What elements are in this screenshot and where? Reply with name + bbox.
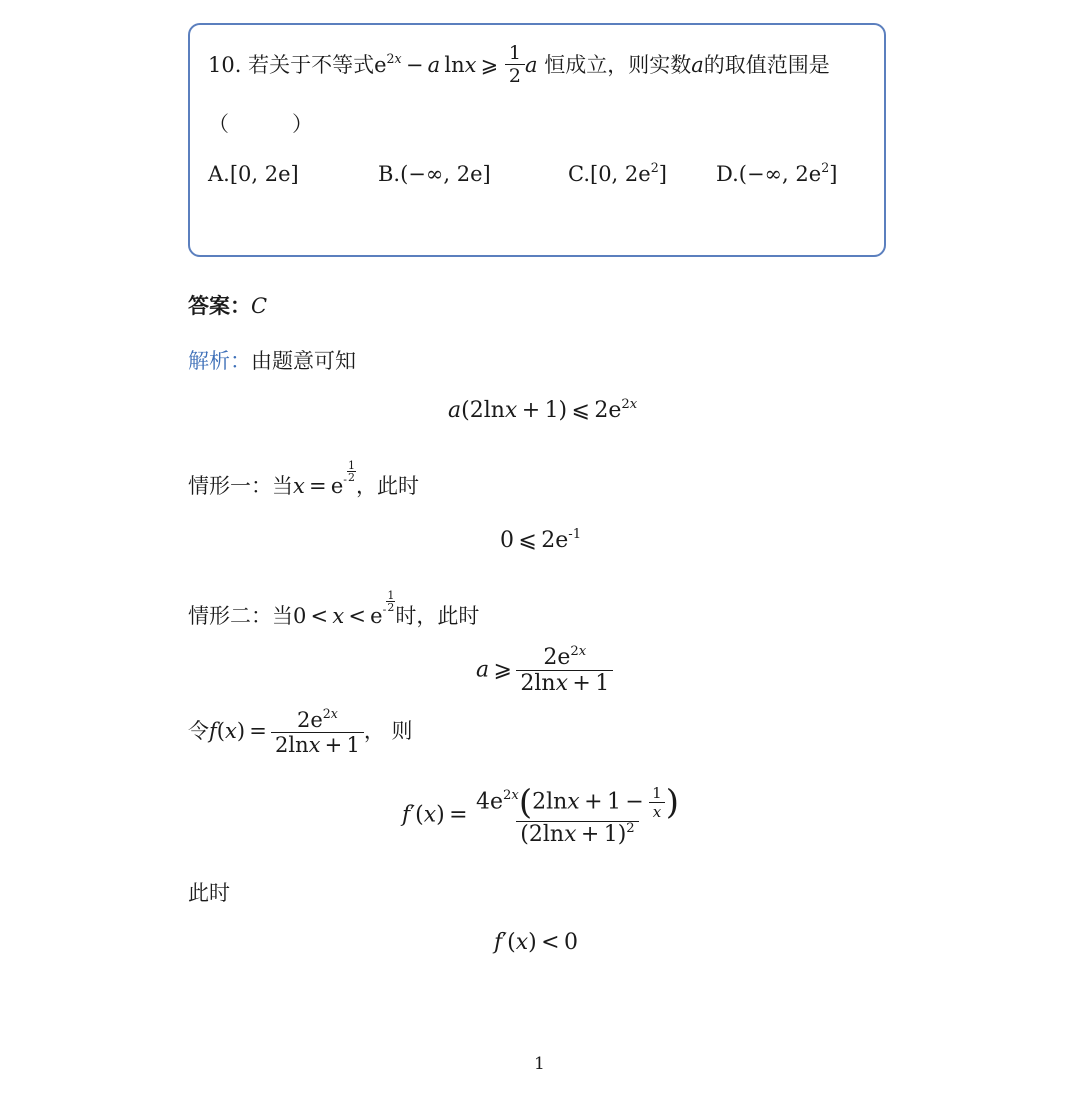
- equation-1: a(2lnx + 1) ⩽ $2e^{2x}$: [448, 396, 638, 423]
- equation-2: 0 ⩽ $2e^{-1}$: [500, 526, 582, 553]
- answer-blank: （ ）: [208, 112, 313, 136]
- answer-value: C: [251, 294, 268, 318]
- stem-end: 的取值范围是: [703, 53, 830, 77]
- page-number: 1: [534, 1054, 545, 1074]
- let-line: 令f(x) = $\frac{2e^{2x}}{2\ln x + 1}$ ， 则: [188, 706, 413, 757]
- answer-line: [188, 290, 267, 320]
- case-1-line: 情形一：当x = e- $\frac{1}{2}$ ，此时: [188, 459, 419, 498]
- option-a: A.[0, 2e]: [208, 162, 299, 186]
- equation-3: a ⩾ $\frac{2e^{2x}}{2\ln x + 1}$: [476, 645, 613, 696]
- option-d: D.(−∞, $2e^2$]: [716, 160, 838, 186]
- stem-prefix: 若关于不等式: [248, 53, 375, 77]
- analysis-label: 解析：: [188, 349, 251, 373]
- then-label: 此时: [188, 881, 230, 905]
- option-b: B.(−∞, 2e]: [378, 162, 491, 186]
- question-number: 10.: [208, 53, 242, 77]
- answer-label: 答案：: [188, 294, 251, 318]
- case-2-line: 情形二：当0 < x < e- $\frac{1}{2}$ 时，此时: [188, 589, 480, 628]
- analysis-line: [188, 345, 356, 375]
- option-c: C.[0, $2e^2$]: [568, 160, 667, 186]
- equation-derivative: f′(x) = $4e^{2x}(2\ln x + 1$ − $\frac{1}{x}$ ) $(2\ln x + 1)^2$: [402, 782, 679, 847]
- stem-suffix: 恒成立，则实数: [544, 53, 692, 77]
- question-stem: 10. 若关于不等式$e^{2x} - a$ lnx ⩾ $\frac{1}{2}$ a 恒成立，则实数a的取值范围是: [208, 42, 830, 87]
- analysis-intro: 由题意可知: [251, 349, 356, 373]
- equation-conclusion: f′(x) < 0: [494, 930, 578, 955]
